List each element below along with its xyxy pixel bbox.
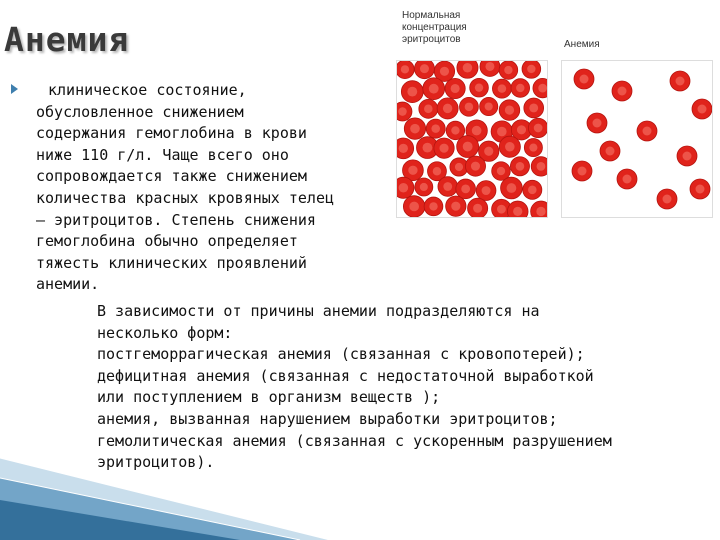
erythrocyte-center — [443, 104, 452, 113]
erythrocyte-center — [423, 143, 433, 153]
erythrocyte-center — [529, 144, 537, 152]
erythrocyte-center — [472, 126, 482, 136]
erythrocyte-center — [683, 152, 692, 161]
forms-line: гемолитическая анемия (связанная с ускоренным разрушением — [97, 431, 612, 450]
definition-line: сопровождается также снижением — [36, 167, 307, 186]
erythrocyte-center — [409, 202, 419, 212]
erythrocyte-center — [593, 119, 602, 128]
erythrocyte-center — [420, 64, 429, 73]
erythrocyte-center — [443, 182, 452, 191]
erythrocyte-center — [516, 84, 524, 92]
erythrocyte-center — [429, 202, 437, 210]
erythrocyte-center — [698, 105, 707, 114]
erythrocyte-center — [663, 195, 672, 204]
erythrocyte-center — [505, 142, 515, 152]
erythrocyte-comparison-figure — [392, 8, 715, 218]
erythrocyte-center — [401, 65, 409, 73]
erythrocyte-center — [475, 83, 483, 91]
erythrocyte-center — [465, 103, 474, 112]
erythrocyte-center — [578, 167, 587, 176]
erythrocyte-center — [410, 124, 420, 134]
erythrocyte-center — [433, 167, 442, 176]
definition-paragraph — [36, 80, 376, 296]
erythrocyte-center — [398, 107, 407, 116]
erythrocyte-center — [461, 184, 470, 193]
erythrocyte-center — [485, 102, 493, 110]
erythrocyte-center — [618, 87, 627, 96]
erythrocyte-center — [534, 124, 543, 133]
anemia-blood-panel — [561, 60, 713, 218]
erythrocyte-center — [485, 62, 494, 71]
forms-line: В зависимости от причины анемии подразделяются на — [97, 302, 540, 320]
erythrocyte-center — [497, 167, 505, 175]
normal-blood-cells-image — [397, 61, 547, 217]
erythrocyte-center — [580, 75, 589, 84]
definition-line: обусловленное снижением — [36, 102, 244, 121]
erythrocyte-center — [497, 205, 506, 214]
definition-line: количества красных кровяных телец — [36, 188, 335, 207]
corner-decoration — [0, 440, 330, 540]
erythrocyte-center — [399, 144, 408, 153]
erythrocyte-center — [431, 124, 440, 133]
erythrocyte-center — [536, 207, 545, 216]
definition-line: – эритроцитов. Степень снижения — [36, 210, 316, 229]
erythrocyte-center — [420, 183, 428, 191]
forms-line: или поступлением в организм веществ ); — [97, 388, 441, 407]
erythrocyte-center — [676, 77, 685, 86]
erythrocyte-center — [516, 162, 525, 171]
erythrocyte-center — [538, 84, 547, 93]
erythrocyte-center — [505, 105, 514, 114]
erythrocyte-center — [451, 84, 460, 93]
forms-line: несколько форм: — [97, 323, 233, 342]
erythrocyte-center — [424, 105, 433, 114]
erythrocyte-center — [473, 204, 482, 213]
erythrocyte-center — [504, 66, 512, 74]
erythrocyte-center — [497, 127, 507, 137]
normal-blood-panel — [396, 60, 548, 218]
erythrocyte-center — [408, 166, 417, 175]
forms-line: дефицитная анемия (связанная с недостаточной выработкой — [97, 366, 594, 385]
erythrocyte-center — [537, 162, 546, 171]
erythrocyte-center — [439, 144, 448, 153]
forms-line: эритроцитов). — [97, 453, 215, 472]
erythrocyte-center — [399, 183, 409, 193]
definition-line: анемии. — [36, 275, 100, 294]
anemia-blood-cells-image — [562, 61, 712, 217]
definition-line: ниже 110 г/л. Чаще всего оно — [36, 145, 289, 164]
triangle-bullet-icon — [11, 84, 18, 94]
erythrocyte-center — [407, 87, 417, 97]
definition-line: тяжесть клинических проявлений — [36, 253, 307, 272]
erythrocyte-center — [451, 202, 460, 211]
erythrocyte-center — [484, 147, 493, 156]
erythrocyte-center — [529, 104, 538, 113]
erythrocyte-center — [440, 67, 449, 76]
erythrocyte-center — [498, 84, 507, 93]
erythrocyte-center — [471, 162, 480, 171]
erythrocyte-center — [696, 185, 705, 194]
erythrocyte-center — [463, 63, 473, 73]
erythrocyte-center — [623, 175, 632, 184]
forms-line: анемия, вызванная нарушением выработки эритроцитов; — [97, 409, 558, 428]
erythrocyte-center — [507, 183, 517, 193]
erythrocyte-center — [527, 65, 535, 73]
erythrocyte-center — [528, 186, 537, 195]
definition-line: содержания гемоглобина в крови — [36, 124, 307, 143]
erythrocyte-center — [606, 147, 615, 156]
erythrocyte-center — [451, 126, 459, 134]
erythrocyte-center — [463, 142, 473, 152]
normal-caption: Нормальная концентрация эритроцитов — [402, 10, 467, 45]
erythrocyte-center — [482, 186, 491, 195]
anemia-caption: Анемия — [564, 39, 600, 50]
erythrocyte-center — [513, 207, 522, 216]
forms-line: постгеморрагическая анемия (связанная с кровопотерей); — [97, 345, 585, 364]
erythrocyte-center — [517, 125, 526, 134]
erythrocyte-center — [429, 84, 439, 94]
definition-line: гемоглобина обычно определяет — [36, 232, 298, 251]
erythrocyte-center — [455, 163, 463, 171]
page-title: Анемия — [4, 20, 130, 59]
definition-line: клиническое состояние, — [48, 81, 247, 99]
erythrocyte-center — [643, 127, 652, 136]
